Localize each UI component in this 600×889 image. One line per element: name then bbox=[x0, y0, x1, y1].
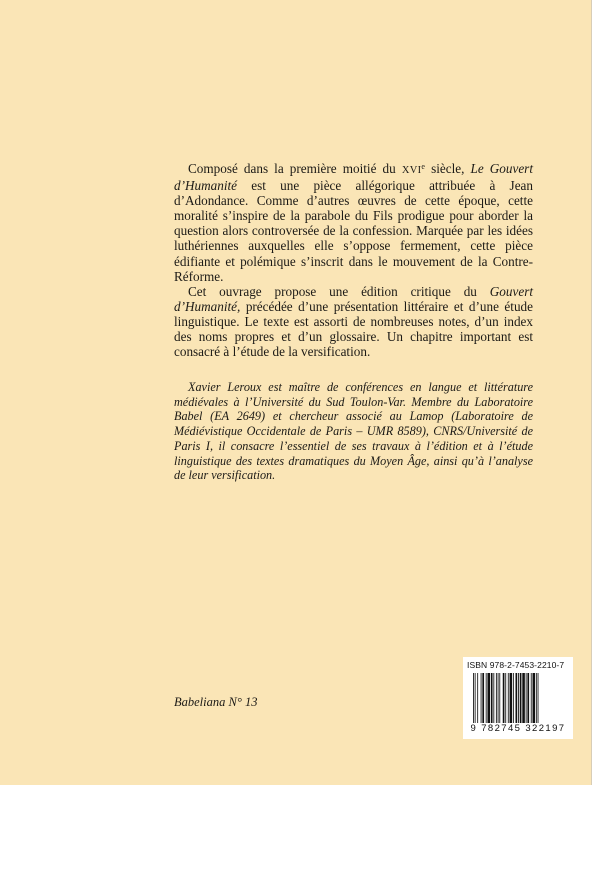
book-blurb bbox=[174, 159, 533, 359]
barcode-bar bbox=[473, 673, 474, 723]
barcode-bar bbox=[513, 673, 514, 723]
century-numeral: XVI bbox=[401, 165, 422, 176]
series-label: Babeliana N° 13 bbox=[174, 695, 258, 709]
barcode-bar bbox=[503, 673, 505, 723]
isbn-barcode bbox=[463, 657, 573, 739]
barcode-bar bbox=[481, 673, 482, 723]
barcode-bar bbox=[522, 673, 525, 723]
barcode-bar bbox=[487, 673, 490, 723]
century-superscript: e bbox=[421, 162, 425, 171]
barcode-bar bbox=[533, 673, 536, 723]
blurb-text: précédée d’une présentation littéraire et d’une étude linguistique. Le texte est assorti de nombreuses notes, d’un index des noms propres et d’un glossaire. Un chapitre important est consacré à l’étude de la versification. bbox=[174, 298, 533, 360]
barcode-bar bbox=[510, 673, 513, 723]
barcode-bar bbox=[498, 673, 499, 723]
barcode-bar bbox=[536, 673, 537, 723]
barcode-bars bbox=[473, 673, 565, 723]
isbn-label: ISBN 978-2-7453-2210-7 bbox=[467, 660, 565, 670]
blurb-text: Composé dans la première moitié du bbox=[188, 161, 402, 176]
blurb-paragraph-2 bbox=[174, 284, 533, 359]
barcode-bar bbox=[499, 673, 500, 723]
work-title: Gouvert d’Humanité, bbox=[174, 283, 533, 314]
work-title: Le Gouvert d’Humanité bbox=[174, 161, 533, 194]
barcode-bar bbox=[491, 673, 493, 723]
barcode-bar bbox=[527, 673, 529, 723]
blurb-paragraph-1 bbox=[174, 159, 533, 284]
barcode-bar bbox=[505, 673, 506, 723]
cover-edge-line bbox=[591, 0, 592, 785]
barcode-bar bbox=[496, 673, 497, 723]
author-bio: Xavier Leroux est maître de conférences en langue et littérature médiévales à l’Université du Sud Toulon-Var. Membre du Laboratoire Babel (EA 2649) et chercheur associé au Lamop (Laboratoire de Médiévistique Occidentale de Paris – UMR 8589), CNRS/Université de Paris I, il consacre l’essentiel de ses travaux à l’édition et à l’étude linguistique des textes dramatiques du Moyen Âge, ainsi qu’à l’analyse de leur versification. bbox=[174, 380, 533, 483]
barcode-bar bbox=[516, 673, 518, 723]
barcode-bar bbox=[477, 673, 478, 723]
barcode-bar bbox=[518, 673, 519, 723]
barcode-bar bbox=[475, 673, 476, 723]
barcode-bar bbox=[508, 673, 509, 723]
barcode-bar bbox=[493, 673, 494, 723]
barcode-bar bbox=[486, 673, 487, 723]
blurb-text: est une pièce allégorique attribuée à Jean d’Adondance. Comme d’autres œuvres de cette époque, cette moralité s’inspire de la parabole du Fils prodigue pour aborder la question alors controversée de la confession. Marquée par les idées luthériennes auxquelles elle s’oppose fermement, cette pièce édifiante et polémique s’inscrit dans le mouvement de la Contre-Réforme. bbox=[174, 178, 533, 284]
barcode-digits: 9 782745 322197 bbox=[470, 723, 566, 734]
barcode-bar bbox=[526, 673, 527, 723]
page-margin-strip bbox=[591, 0, 600, 785]
barcode-bar bbox=[538, 673, 539, 723]
blurb-text: Cet ouvrage propose une édition critique du bbox=[188, 283, 490, 299]
barcode-bar bbox=[531, 673, 532, 723]
barcode-bar bbox=[482, 673, 484, 723]
barcode-bar bbox=[520, 673, 522, 723]
blurb-text: siècle, bbox=[424, 161, 471, 176]
